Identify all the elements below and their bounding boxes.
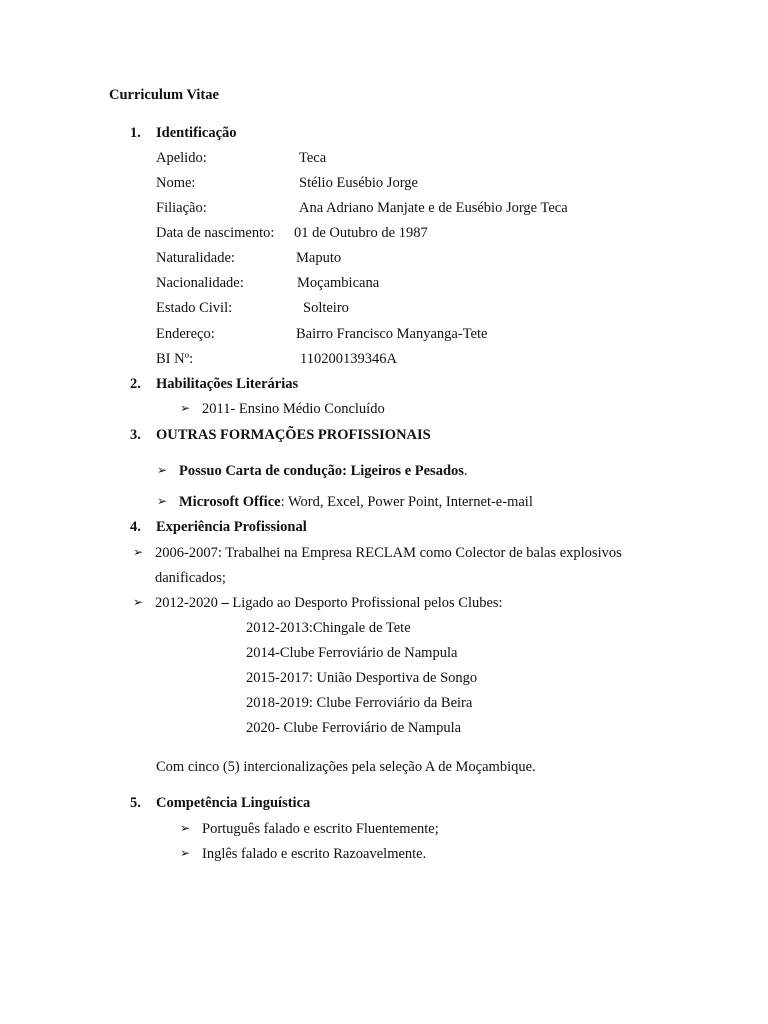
- section-title: Competência Linguística: [156, 795, 311, 811]
- experience-note: Com cinco (5) intercionalizações pela seleção A de Moçambique.: [156, 759, 536, 775]
- field-value: 110200139346A: [300, 351, 397, 367]
- section-title: Identificação: [156, 125, 237, 141]
- list-item: [157, 462, 468, 480]
- section-number: 3.: [130, 427, 141, 443]
- arrow-bullet-icon: ➢: [133, 545, 144, 559]
- list-item-bold: Microsoft Office: [179, 494, 281, 510]
- document-title: Curriculum Vitae: [109, 87, 219, 103]
- list-item-text: .: [463, 463, 468, 479]
- field-label: Filiação:: [156, 200, 207, 216]
- field-label: Endereço:: [156, 326, 215, 342]
- list-item-bold: Possuo Carta de condução: Ligeiros e Pesados: [179, 463, 464, 479]
- field-label: Data de nascimento:: [156, 225, 275, 241]
- section-title: OUTRAS FORMAÇÕES PROFISSIONAIS: [156, 427, 431, 443]
- section-number: 2.: [130, 376, 141, 392]
- field-value: Bairro Francisco Manyanga-Tete: [296, 326, 488, 342]
- section-title: Experiência Profissional: [156, 519, 307, 535]
- section-habilitacoes-heading: [130, 375, 298, 393]
- arrow-bullet-icon: ➢: [157, 463, 168, 477]
- field-label: BI Nº:: [156, 351, 194, 367]
- field-value: Solteiro: [303, 300, 349, 316]
- club-entry: 2020- Clube Ferroviário de Nampula: [246, 720, 462, 736]
- field-value: Maputo: [296, 250, 342, 266]
- list-item-text: Português falado e escrito Fluentemente;: [202, 821, 439, 837]
- field-label: Naturalidade:: [156, 250, 235, 266]
- list-item-dash: –: [221, 595, 229, 611]
- field-label: Apelido:: [156, 150, 207, 166]
- section-linguistica-heading: [130, 794, 310, 812]
- field-label: Nome:: [156, 175, 196, 191]
- section-number: 1.: [130, 125, 141, 141]
- field-value: 01 de Outubro de 1987: [294, 225, 428, 241]
- list-item-continuation: danificados;: [155, 570, 226, 586]
- list-item: [133, 594, 503, 612]
- section-number: 4.: [130, 519, 141, 535]
- club-entry: 2015-2017: União Desportiva de Songo: [246, 670, 478, 686]
- section-title: Habilitações Literárias: [156, 376, 299, 392]
- field-value: Teca: [299, 150, 327, 166]
- arrow-bullet-icon: ➢: [180, 821, 191, 835]
- list-item-text: Inglês falado e escrito Razoavelmente.: [202, 846, 427, 862]
- club-entry: 2014-Clube Ferroviário de Nampula: [246, 645, 458, 661]
- field-value: Ana Adriano Manjate e de Eusébio Jorge Teca: [299, 200, 568, 216]
- section-experiencia-heading: [130, 518, 307, 536]
- list-item: [157, 493, 533, 511]
- field-value: Moçambicana: [297, 275, 380, 291]
- section-identificacao-heading: [130, 124, 237, 142]
- list-item: [180, 400, 385, 418]
- arrow-bullet-icon: ➢: [180, 401, 191, 415]
- list-item: [133, 544, 622, 562]
- club-entry: 2018-2019: Clube Ferroviário da Beira: [246, 695, 473, 711]
- list-item: [180, 820, 439, 838]
- field-label: Estado Civil:: [156, 300, 233, 316]
- list-item-text: Ligado ao Desporto Profissional pelos Clubes:: [228, 595, 503, 611]
- list-item-text: 2006-2007: Trabalhei na Empresa RECLAM como Colector de balas explosivos: [155, 545, 622, 561]
- section-number: 5.: [130, 795, 141, 811]
- arrow-bullet-icon: ➢: [157, 494, 168, 508]
- club-entry: 2012-2013:Chingale de Tete: [246, 620, 411, 636]
- arrow-bullet-icon: ➢: [180, 846, 191, 860]
- list-item-text: 2012-2020: [155, 595, 222, 611]
- section-outras-heading: [130, 426, 431, 444]
- list-item: [180, 845, 426, 863]
- list-item-text: : Word, Excel, Power Point, Internet-e-mail: [280, 494, 533, 510]
- field-label: Nacionalidade:: [156, 275, 244, 291]
- arrow-bullet-icon: ➢: [133, 595, 144, 609]
- list-item-text: 2011- Ensino Médio Concluído: [202, 401, 385, 417]
- field-value: Stélio Eusébio Jorge: [299, 175, 418, 191]
